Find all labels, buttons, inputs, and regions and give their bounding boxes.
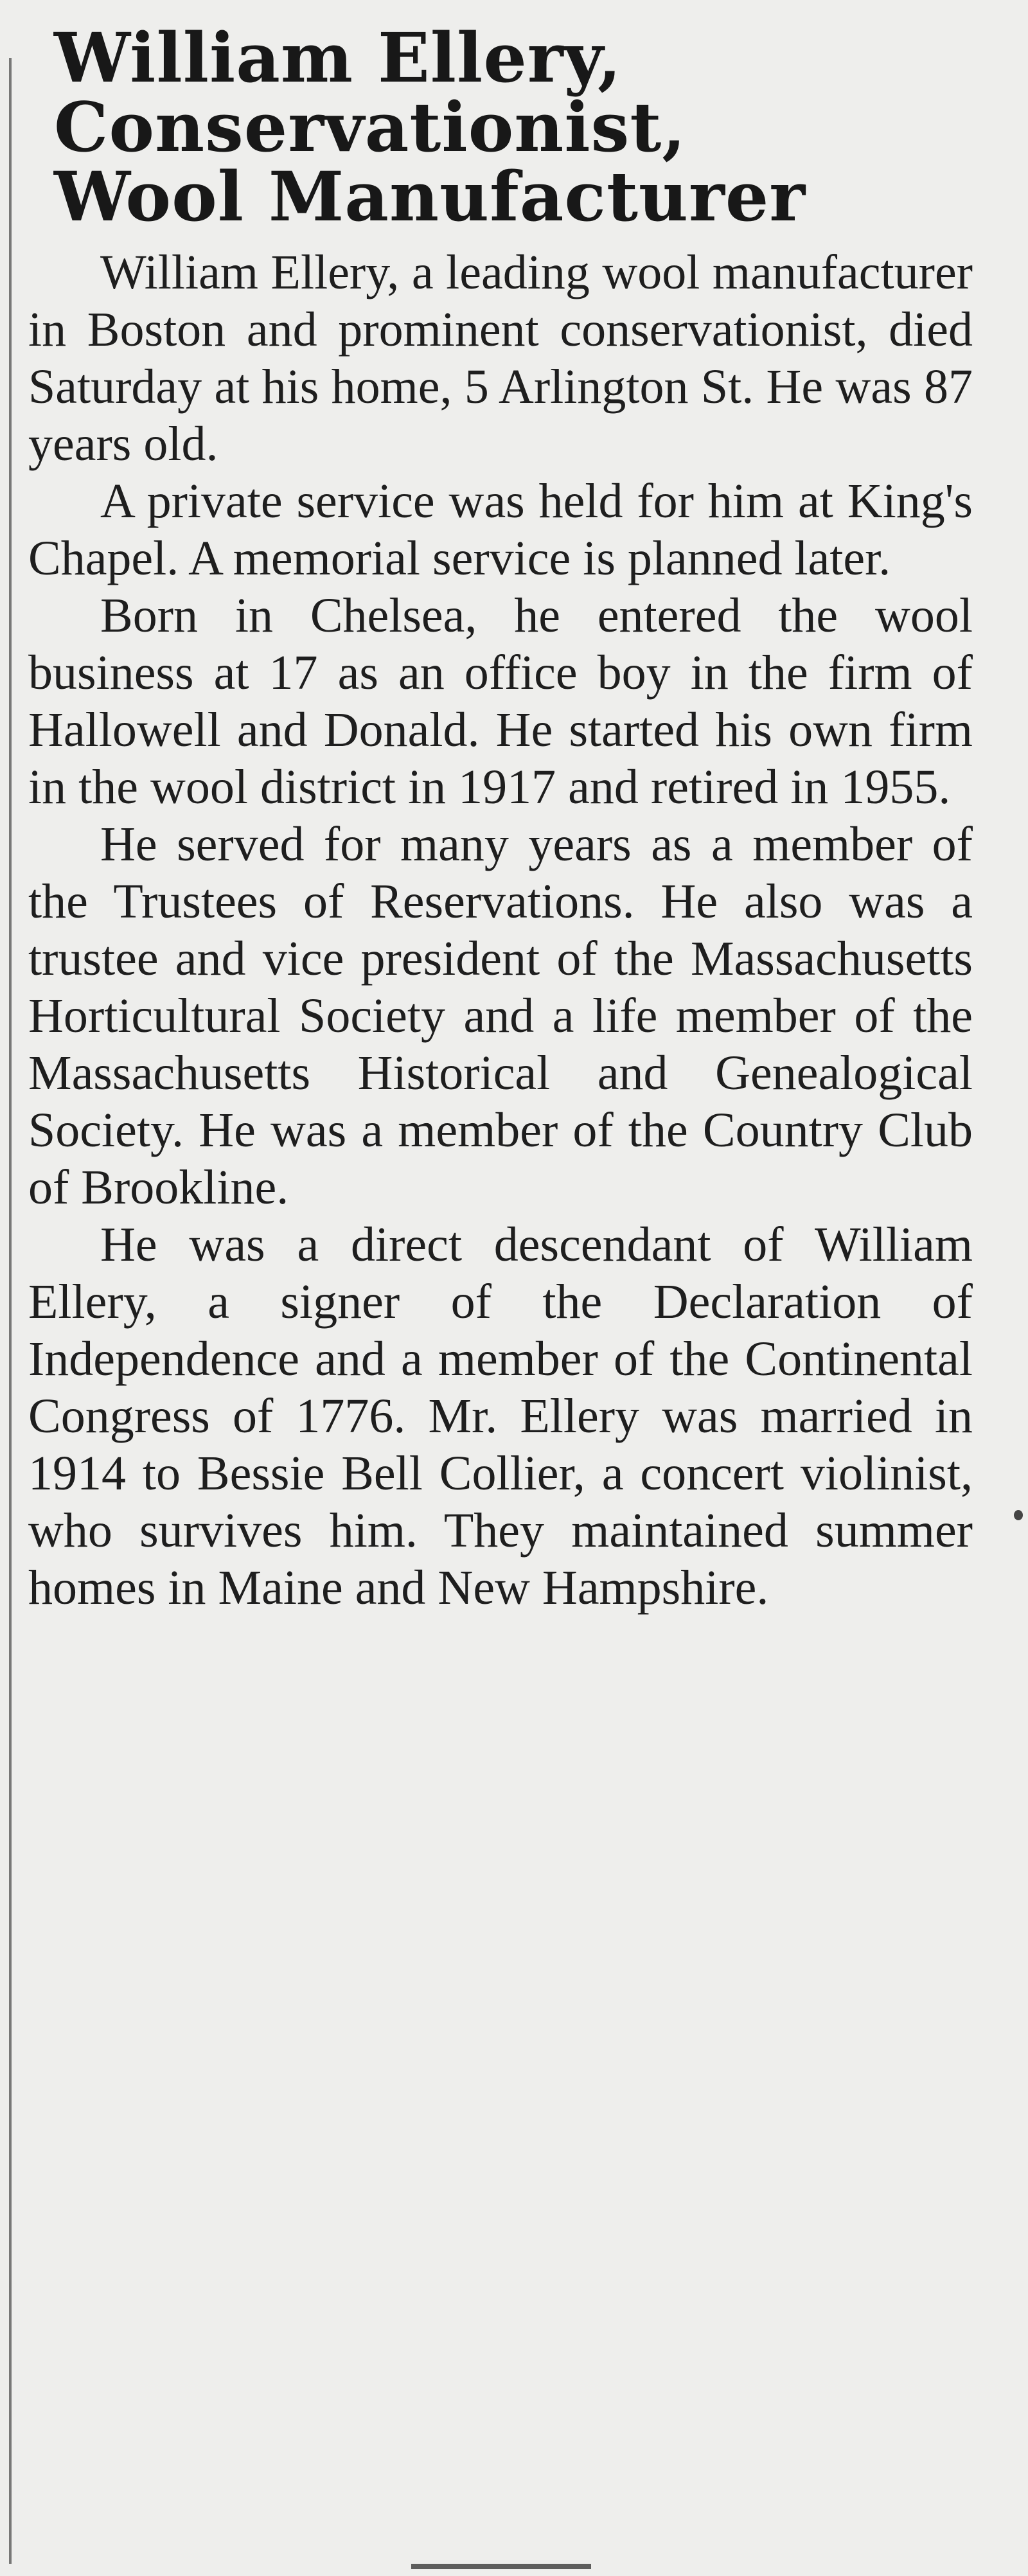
paragraph-4: He served for many years as a member of the Trustees of Reservations. He also was a trustee and vice president of the Massachusetts Horticultural Society and a life member of the Massachusetts Historical and Genealogical Society. He was a member of the Country Club of Brookline.	[28, 817, 973, 1214]
paragraph-2: A private service was held for him at King's Chapel. A memorial service is planned later.	[28, 474, 973, 585]
article-body	[28, 244, 973, 1617]
headline	[28, 17, 973, 236]
paragraph-5: He was a direct descendant of William Ellery, a signer of the Declaration of Independence and a member of the Continental Congress of 1776. Mr. Ellery was married in 1914 to Bessie Bell Collier, a concert violinist, who survives him. They maintained summer homes in Maine and New Hampshire.	[28, 1218, 973, 1615]
headline-line-1: William Ellery,	[54, 17, 622, 98]
paragraph-1: William Ellery, a leading wool manufacturer in Boston and prominent conservationist, died Saturday at his home, 5 Arlington St. He was 87 years old.	[28, 245, 973, 471]
headline-line-3: Wool Manufacturer	[54, 156, 806, 236]
paragraph-3: Born in Chelsea, he entered the wool business at 17 as an office boy in the firm of Hallowell and Donald. He started his own firm in the wool district in 1917 and retired in 1955.	[28, 589, 973, 814]
headline-line-2: Conservationist,	[54, 87, 687, 167]
column-bullet-mark	[1014, 1510, 1023, 1520]
end-rule	[411, 2564, 591, 2569]
obituary-article	[28, 17, 973, 1617]
column-rule	[9, 58, 12, 2564]
